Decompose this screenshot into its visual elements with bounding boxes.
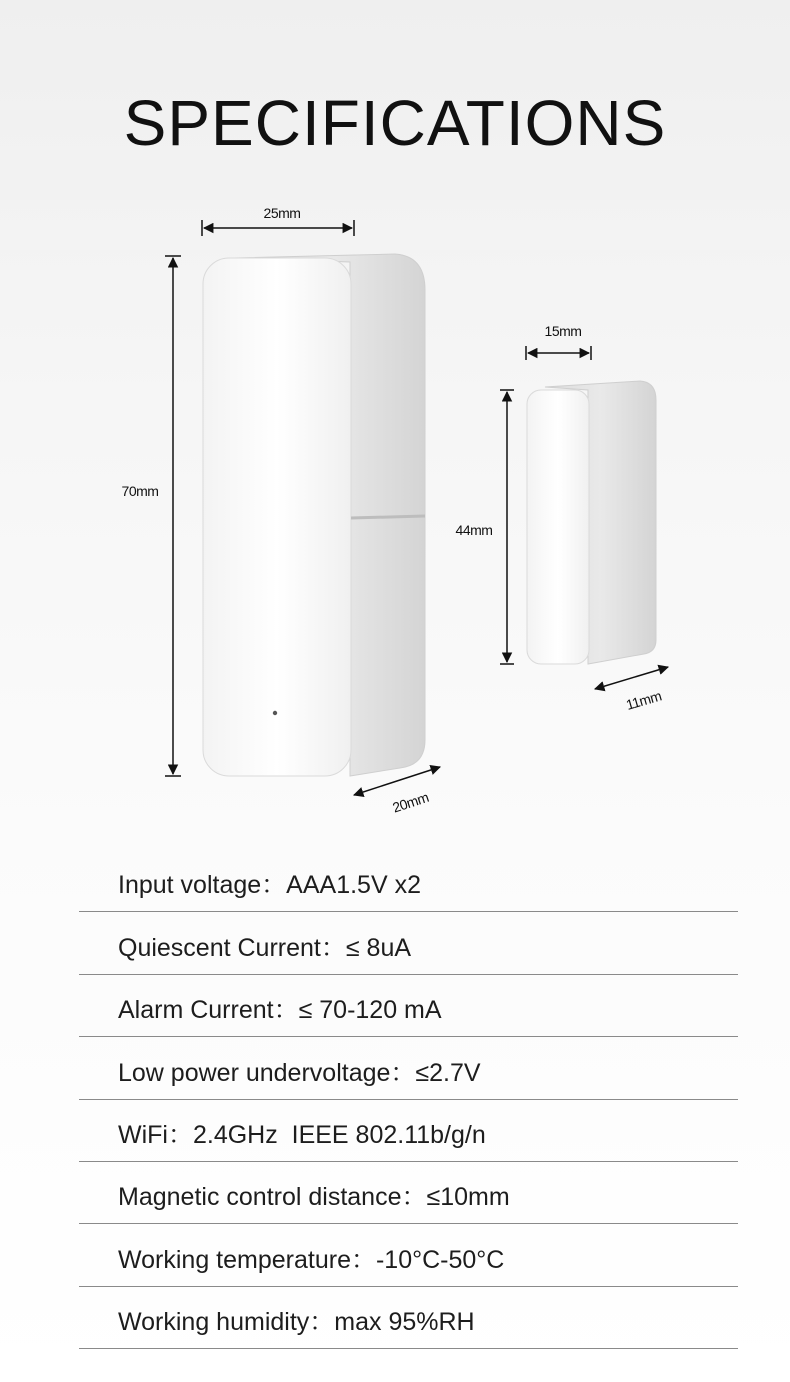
spec-label: Working temperature： [118,1245,376,1274]
spec-row-magnetic-control-distance [79,1162,738,1224]
spec-value: ≤ 8uA [345,933,412,962]
spec-row-input-voltage [79,850,738,912]
small-width-label: 15mm [544,323,582,339]
spec-list [79,850,738,1349]
large-sensor [203,254,425,776]
small-magnet [527,381,656,664]
small-height-label: 44mm [455,522,493,538]
spec-value: ≤ 70-120 mA [298,996,442,1025]
spec-label: Low power undervoltage： [118,1058,416,1087]
page-title: SPECIFICATIONS [123,87,667,159]
small-depth-label: 11mm [624,687,664,713]
spec-value: ≤2.7V [415,1058,481,1087]
spec-row-low-power-undervoltage [79,1037,738,1099]
spec-value: ≤10mm [426,1183,510,1212]
spec-label: Working humidity： [118,1308,335,1337]
spec-value: -10°C-50°C [375,1245,505,1274]
spec-row-working-humidity [79,1287,738,1349]
spec-row-wifi [79,1100,738,1162]
large-depth-label: 20mm [390,788,431,816]
large-width-label: 25mm [263,205,301,221]
spec-row-alarm-current [79,975,738,1037]
spec-label: Input voltage： [118,871,287,900]
spec-value: max 95%RH [334,1308,475,1337]
product-dimension-diagram [0,180,790,840]
spec-label: WiFi： [118,1120,193,1149]
spec-label: Magnetic control distance： [118,1183,427,1212]
spec-value: AAA1.5V x2 [286,871,421,900]
spec-label: Quiescent Current： [118,933,346,962]
spec-label: Alarm Current： [118,996,299,1025]
large-height-label: 70mm [121,483,159,499]
spec-row-quiescent-current [79,912,738,974]
spec-value: 2.4GHz IEEE 802.11b/g/n [192,1120,486,1149]
spec-row-working-temperature [79,1224,738,1286]
